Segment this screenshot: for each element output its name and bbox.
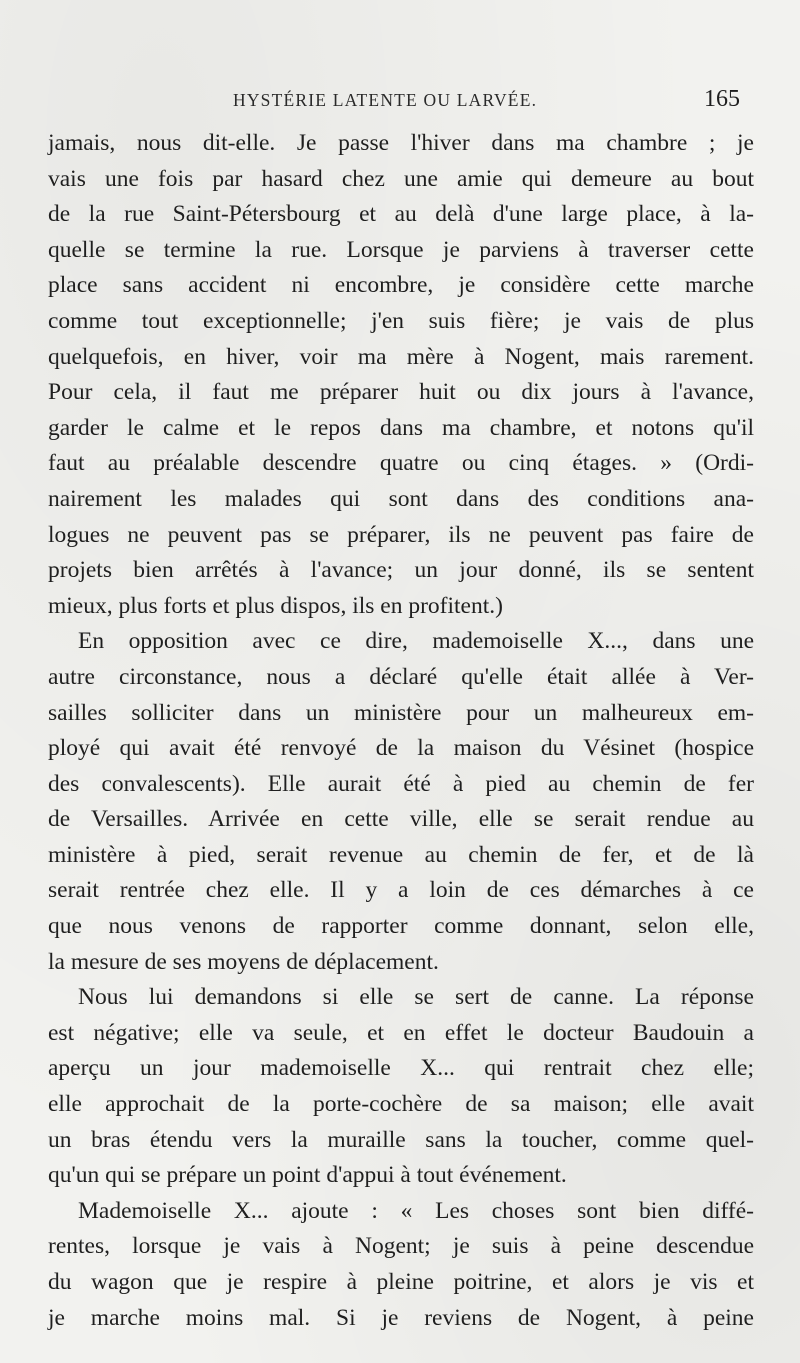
text-line: de la rue Saint-Pétersbourg et au delà d'une large place, à la- bbox=[48, 201, 754, 228]
text-line: vais une fois par hasard chez une amie qui demeure au bout bbox=[48, 165, 754, 192]
text-line: serait rentrée chez elle. Il y a loin de ces démarches à ce bbox=[48, 877, 754, 904]
text-line: En opposition avec ce dire, mademoiselle X..., dans une bbox=[78, 628, 754, 655]
text-line: du wagon que je respire à pleine poitrine, et alors je vis et bbox=[48, 1269, 754, 1295]
text-line: rentes, lorsque je vais à Nogent; je suis à peine descendue bbox=[48, 1233, 754, 1260]
text-line: logues ne peuvent pas se préparer, ils ne peuvent pas faire de bbox=[48, 521, 754, 548]
text-line: aperçu un jour mademoiselle X... qui rentrait chez elle; bbox=[48, 1055, 754, 1082]
text-line: elle approchait de la porte-cochère de sa maison; elle avait bbox=[48, 1091, 754, 1118]
text-line: Pour cela, il faut me préparer huit ou dix jours à l'avance, bbox=[48, 379, 754, 406]
text-line: autre circonstance, nous a déclaré qu'elle était allée à Ver- bbox=[48, 663, 754, 690]
text-line: est négative; elle va seule, et en effet le docteur Baudouin a bbox=[48, 1019, 754, 1046]
text-line: jamais, nous dit-elle. Je passe l'hiver dans ma chambre ; je bbox=[48, 130, 754, 156]
text-line: quelquefois, en hiver, voir ma mère à Nogent, mais rarement. bbox=[48, 343, 754, 370]
text-line: quelle se termine la rue. Lorsque je parviens à traverser cette bbox=[48, 236, 754, 263]
text-line: place sans accident ni encombre, je considère cette marche bbox=[48, 272, 754, 299]
text-line: que nous venons de rapporter comme donnant, selon elle, bbox=[48, 913, 754, 940]
text-line: ployé qui avait été renvoyé de la maison du Vésinet (hospice bbox=[48, 735, 754, 762]
text-line: Nous lui demandons si elle se sert de canne. La réponse bbox=[78, 984, 754, 1011]
text-line: nairement les malades qui sont dans des conditions ana- bbox=[48, 485, 754, 512]
text-line: Mademoiselle X... ajoute : « Les choses sont bien diffé- bbox=[78, 1197, 754, 1224]
text-line: ministère à pied, serait revenue au chemin de fer, et de là bbox=[48, 841, 754, 868]
page-header bbox=[48, 88, 748, 118]
text-line: mieux, plus forts et plus dispos, ils en profitent.) bbox=[48, 592, 503, 619]
body-text bbox=[48, 126, 754, 1336]
text-line: qu'un qui se prépare un point d'appui à tout événement. bbox=[48, 1162, 567, 1189]
text-line: de Versailles. Arrivée en cette ville, elle se serait rendue au bbox=[48, 806, 754, 833]
text-line: je marche moins mal. Si je reviens de Nogent, à peine bbox=[48, 1304, 754, 1331]
page-number: 165 bbox=[704, 86, 740, 112]
text-line: faut au préalable descendre quatre ou cinq étages. » (Ordi- bbox=[48, 450, 754, 477]
running-head: HYSTÉRIE LATENTE OU LARVÉE. bbox=[233, 90, 538, 110]
text-line: des convalescents). Elle aurait été à pied au chemin de fer bbox=[48, 770, 754, 797]
text-line: projets bien arrêtés à l'avance; un jour donné, ils se sentent bbox=[48, 557, 754, 584]
text-line: sailles solliciter dans un ministère pour un malheureux em- bbox=[48, 699, 754, 726]
text-line: un bras étendu vers la muraille sans la toucher, comme quel- bbox=[48, 1126, 754, 1153]
text-line: comme tout exceptionnelle; j'en suis fière; je vais de plus bbox=[48, 307, 754, 334]
text-line: garder le calme et le repos dans ma chambre, et notons qu'il bbox=[48, 414, 754, 441]
text-line: la mesure de ses moyens de déplacement. bbox=[48, 948, 439, 975]
